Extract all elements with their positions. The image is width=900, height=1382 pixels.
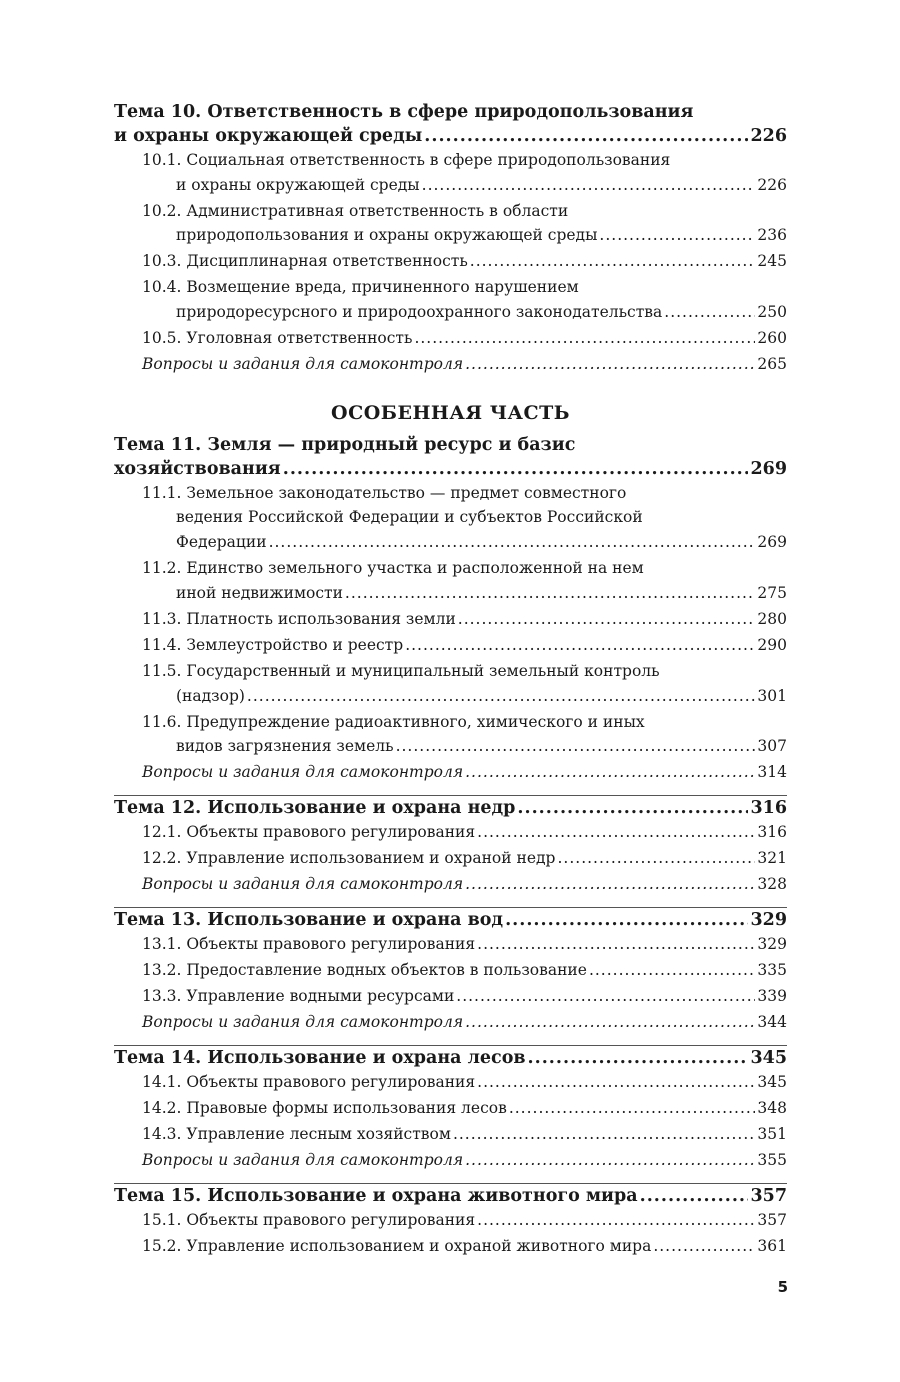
selfcheck-entry[interactable] bbox=[142, 352, 787, 377]
subsection-title-end bbox=[176, 581, 787, 606]
toc-page bbox=[114, 100, 787, 1268]
page-ref[interactable]: 329 bbox=[757, 934, 787, 953]
leader-dots bbox=[509, 1096, 756, 1121]
toc-line bbox=[176, 530, 787, 555]
leader-dots bbox=[477, 820, 755, 845]
subsection-title-text: природоресурсного и природоохранного законодательства bbox=[176, 303, 663, 322]
leader-dots bbox=[465, 1010, 755, 1035]
page-ref[interactable]: 236 bbox=[757, 226, 787, 245]
toc-line bbox=[114, 457, 787, 481]
toc-line bbox=[142, 1234, 787, 1259]
subsection-entry[interactable] bbox=[142, 607, 787, 632]
subsection-title-start: 11.1. Земельное законодательство — предмет совместного bbox=[142, 483, 627, 502]
subsection-title-text: 14.2. Правовые формы использования лесов bbox=[142, 1098, 507, 1117]
leader-dots bbox=[283, 457, 749, 481]
subsection-list bbox=[142, 148, 787, 377]
subsection-entry[interactable] bbox=[142, 633, 787, 658]
topic-title[interactable] bbox=[114, 100, 787, 148]
toc-line bbox=[114, 124, 787, 148]
page-ref[interactable]: 250 bbox=[757, 303, 787, 322]
toc-line bbox=[142, 607, 787, 632]
subsection-title-start: 10.1. Социальная ответственность в сфере природопользования bbox=[142, 151, 671, 169]
subsection-title-text: 12.2. Управление использованием и охраной недр bbox=[142, 849, 556, 868]
toc-special-part bbox=[114, 433, 787, 1258]
topic-title-text: хозяйствования bbox=[114, 458, 281, 479]
toc-line bbox=[176, 684, 787, 709]
leader-dots bbox=[599, 223, 755, 248]
leader-dots bbox=[640, 1184, 749, 1208]
page-ref[interactable]: 344 bbox=[757, 1013, 787, 1032]
toc-line bbox=[142, 932, 787, 957]
subsection-entry[interactable] bbox=[142, 556, 787, 605]
selfcheck-title: Вопросы и задания для самоконтроля bbox=[142, 875, 464, 894]
page-ref[interactable]: 316 bbox=[750, 797, 787, 818]
subsection-entry[interactable] bbox=[142, 710, 787, 759]
subsection-title-start: 11.5. Государственный и муниципальный земельный контроль bbox=[142, 662, 660, 680]
topic-block bbox=[114, 1045, 787, 1173]
subsection-entry[interactable] bbox=[142, 199, 787, 248]
leader-dots bbox=[345, 581, 755, 606]
topic-title-text: Тема 15. Использование и охрана животного мира bbox=[114, 1185, 638, 1206]
subsection-list bbox=[142, 1070, 787, 1173]
toc-general-part-tail bbox=[114, 100, 787, 377]
subsection-entry[interactable] bbox=[142, 958, 787, 983]
topic-title[interactable] bbox=[114, 796, 787, 820]
leader-dots bbox=[456, 984, 755, 1009]
page-ref[interactable]: 316 bbox=[757, 822, 787, 841]
page-ref[interactable]: 301 bbox=[757, 686, 787, 705]
leader-dots bbox=[517, 796, 748, 820]
subsection-entry[interactable] bbox=[142, 275, 787, 324]
leader-dots bbox=[528, 1046, 749, 1070]
toc-line bbox=[114, 796, 787, 820]
topic-block bbox=[114, 433, 787, 785]
toc-line bbox=[142, 1010, 787, 1035]
subsection-title-end bbox=[176, 684, 787, 709]
selfcheck-title: Вопросы и задания для самоконтроля bbox=[142, 355, 464, 374]
leader-dots bbox=[465, 1148, 755, 1173]
subsection-title-end bbox=[176, 300, 787, 325]
leader-dots bbox=[557, 846, 755, 871]
subsection-entry[interactable] bbox=[142, 932, 787, 957]
subsection-entry[interactable] bbox=[142, 1234, 787, 1259]
toc-line bbox=[176, 223, 787, 248]
topic-title-lead: Тема 11. Земля — природный ресурс и базис bbox=[114, 434, 576, 455]
subsection-title-text: природопользования и охраны окружающей среды bbox=[176, 226, 598, 245]
subsection-title-text: 13.2. Предоставление водных объектов в пользование bbox=[142, 960, 587, 979]
subsection-list bbox=[142, 932, 787, 1035]
subsection-entry[interactable] bbox=[142, 148, 787, 197]
topic-block bbox=[114, 1183, 787, 1259]
selfcheck-entry[interactable] bbox=[142, 1010, 787, 1035]
toc-line bbox=[142, 958, 787, 983]
subsection-title-text: видов загрязнения земель bbox=[176, 737, 394, 756]
subsection-entry[interactable] bbox=[142, 1096, 787, 1121]
page-ref[interactable]: 357 bbox=[757, 1210, 787, 1229]
topic-title-text: Тема 12. Использование и охрана недр bbox=[114, 797, 516, 818]
page-ref[interactable]: 290 bbox=[757, 635, 787, 654]
leader-dots bbox=[465, 872, 755, 897]
page-ref[interactable]: 328 bbox=[757, 875, 787, 894]
topic-title-text: Тема 14. Использование и охрана лесов bbox=[114, 1047, 526, 1068]
page-ref[interactable]: 280 bbox=[757, 609, 787, 628]
page-ref[interactable]: 275 bbox=[757, 583, 787, 602]
subsection-title-text: 13.3. Управление водными ресурсами bbox=[142, 986, 455, 1005]
page-ref[interactable]: 245 bbox=[757, 252, 787, 271]
leader-dots bbox=[458, 607, 756, 632]
subsection-title-text: и охраны окружающей среды bbox=[176, 175, 420, 194]
toc-line bbox=[142, 633, 787, 658]
page-ref[interactable]: 314 bbox=[757, 763, 787, 782]
page-ref[interactable]: 348 bbox=[757, 1098, 787, 1117]
leader-dots bbox=[396, 734, 756, 759]
page-ref[interactable]: 269 bbox=[750, 458, 787, 479]
page-ref[interactable]: 339 bbox=[757, 986, 787, 1005]
subsection-title-start: 11.6. Предупреждение радиоактивного, химического и иных bbox=[142, 712, 645, 731]
subsection-title-start: 10.2. Административная ответственность в области bbox=[142, 201, 569, 220]
subsection-title-text: 12.1. Объекты правового регулирования bbox=[142, 822, 476, 841]
page-ref[interactable]: 355 bbox=[757, 1150, 787, 1169]
topic-title-text: и охраны окружающей среды bbox=[114, 126, 423, 146]
toc-line bbox=[142, 1070, 787, 1095]
subsection-title-end bbox=[176, 530, 787, 555]
topic-block bbox=[114, 907, 787, 1035]
leader-dots bbox=[405, 633, 755, 658]
page-ref[interactable]: 321 bbox=[757, 849, 787, 868]
leader-dots bbox=[664, 300, 755, 325]
leader-dots bbox=[465, 760, 755, 785]
toc-line bbox=[114, 1046, 787, 1070]
subsection-title-text: 15.2. Управление использованием и охраной животного мира bbox=[142, 1236, 652, 1255]
subsection-entry[interactable] bbox=[142, 659, 787, 708]
page-ref[interactable]: 357 bbox=[750, 1185, 787, 1206]
selfcheck-entry[interactable] bbox=[142, 872, 787, 897]
subsection-entry[interactable] bbox=[142, 1070, 787, 1095]
topic-title[interactable] bbox=[114, 433, 787, 481]
subsection-title-end bbox=[176, 173, 787, 198]
subsection-title-text: 10.5. Уголовная ответственность bbox=[142, 329, 413, 348]
toc-line bbox=[114, 908, 787, 932]
page-ref[interactable]: 361 bbox=[757, 1236, 787, 1255]
leader-dots bbox=[414, 326, 755, 351]
subsection-title-start: 10.4. Возмещение вреда, причиненного нарушением bbox=[142, 278, 579, 297]
leader-dots bbox=[269, 530, 756, 555]
topic-block bbox=[114, 795, 787, 897]
subsection-entry[interactable] bbox=[142, 1122, 787, 1147]
toc-line bbox=[142, 352, 787, 377]
topic-title[interactable] bbox=[114, 1046, 787, 1070]
page-ref[interactable]: 226 bbox=[750, 126, 787, 146]
toc-line bbox=[142, 326, 787, 351]
toc-line bbox=[176, 173, 787, 198]
subsection-title-text: 15.1. Объекты правового регулирования bbox=[142, 1210, 476, 1229]
toc-line bbox=[142, 249, 787, 274]
toc-line bbox=[142, 1208, 787, 1233]
page-ref[interactable]: 351 bbox=[757, 1124, 787, 1143]
page-ref[interactable]: 345 bbox=[757, 1072, 787, 1091]
selfcheck-title: Вопросы и задания для самоконтроля bbox=[142, 1013, 464, 1032]
toc-line bbox=[114, 1184, 787, 1208]
toc-line bbox=[142, 846, 787, 871]
topic-title-text: Тема 13. Использование и охрана вод bbox=[114, 909, 504, 930]
toc-line bbox=[176, 300, 787, 325]
page-ref[interactable]: 260 bbox=[757, 329, 787, 348]
toc-line bbox=[176, 734, 787, 759]
topic-block bbox=[114, 100, 787, 377]
toc-line bbox=[142, 872, 787, 897]
toc-line bbox=[142, 1148, 787, 1173]
toc-line bbox=[142, 1096, 787, 1121]
subsection-title-end bbox=[176, 223, 787, 248]
page-ref[interactable]: 329 bbox=[750, 909, 787, 930]
page-number: 5 bbox=[777, 1278, 788, 1296]
leader-dots bbox=[465, 352, 755, 377]
toc-line bbox=[142, 820, 787, 845]
page-ref[interactable]: 307 bbox=[757, 737, 787, 756]
subsection-entry[interactable] bbox=[142, 984, 787, 1009]
subsection-title-middle: ведения Российской Федерации и субъектов Российской bbox=[176, 508, 643, 527]
part-heading: ОСОБЕННАЯ ЧАСТЬ bbox=[331, 401, 570, 424]
subsection-list bbox=[142, 481, 787, 785]
subsection-entry[interactable] bbox=[142, 820, 787, 845]
selfcheck-entry[interactable] bbox=[142, 760, 787, 785]
leader-dots bbox=[470, 249, 756, 274]
page-ref[interactable]: 269 bbox=[757, 533, 787, 552]
subsection-title-text: 14.3. Управление лесным хозяйством bbox=[142, 1124, 451, 1143]
selfcheck-entry[interactable] bbox=[142, 1148, 787, 1173]
topic-title[interactable] bbox=[114, 1184, 787, 1208]
page-ref[interactable]: 335 bbox=[757, 960, 787, 979]
leader-dots bbox=[247, 684, 755, 709]
toc-line bbox=[142, 1122, 787, 1147]
subsection-list bbox=[142, 1208, 787, 1259]
subsection-entry[interactable] bbox=[142, 1208, 787, 1233]
leader-dots bbox=[477, 932, 755, 957]
subsection-list bbox=[142, 820, 787, 897]
leader-dots bbox=[477, 1208, 755, 1233]
subsection-title-text: 11.3. Платность использования земли bbox=[142, 609, 456, 628]
subsection-entry[interactable] bbox=[142, 249, 787, 274]
subsection-title-text: 10.3. Дисциплинарная ответственность bbox=[142, 252, 468, 271]
leader-dots bbox=[589, 958, 755, 983]
subsection-title-text: Федерации bbox=[176, 533, 267, 552]
leader-dots bbox=[653, 1234, 755, 1259]
leader-dots bbox=[477, 1070, 755, 1095]
subsection-entry[interactable] bbox=[142, 481, 787, 555]
page-ref[interactable]: 345 bbox=[750, 1047, 787, 1068]
leader-dots bbox=[422, 173, 756, 198]
subsection-title-text: 13.1. Объекты правового регулирования bbox=[142, 934, 476, 953]
leader-dots bbox=[505, 908, 748, 932]
selfcheck-title: Вопросы и задания для самоконтроля bbox=[142, 1150, 464, 1169]
leader-dots bbox=[424, 124, 748, 148]
subsection-title-text: 11.4. Землеустройство и реестр bbox=[142, 635, 404, 654]
subsection-title-text: иной недвижимости bbox=[176, 583, 343, 602]
subsection-title-text: (надзор) bbox=[176, 686, 245, 705]
subsection-title-start: 11.2. Единство земельного участка и расположенной на нем bbox=[142, 559, 644, 578]
topic-title-lead: Тема 10. Ответственность в сфере природопользования bbox=[114, 102, 694, 122]
subsection-title-end bbox=[176, 734, 787, 759]
page-ref[interactable]: 226 bbox=[757, 175, 787, 194]
subsection-title-text: 14.1. Объекты правового регулирования bbox=[142, 1072, 476, 1091]
selfcheck-title: Вопросы и задания для самоконтроля bbox=[142, 763, 464, 782]
topic-title[interactable] bbox=[114, 908, 787, 932]
toc-line bbox=[142, 984, 787, 1009]
page-ref[interactable]: 265 bbox=[757, 355, 787, 374]
leader-dots bbox=[453, 1122, 755, 1147]
subsection-entry[interactable] bbox=[142, 846, 787, 871]
subsection-entry[interactable] bbox=[142, 326, 787, 351]
toc-line bbox=[142, 760, 787, 785]
toc-line bbox=[176, 581, 787, 606]
